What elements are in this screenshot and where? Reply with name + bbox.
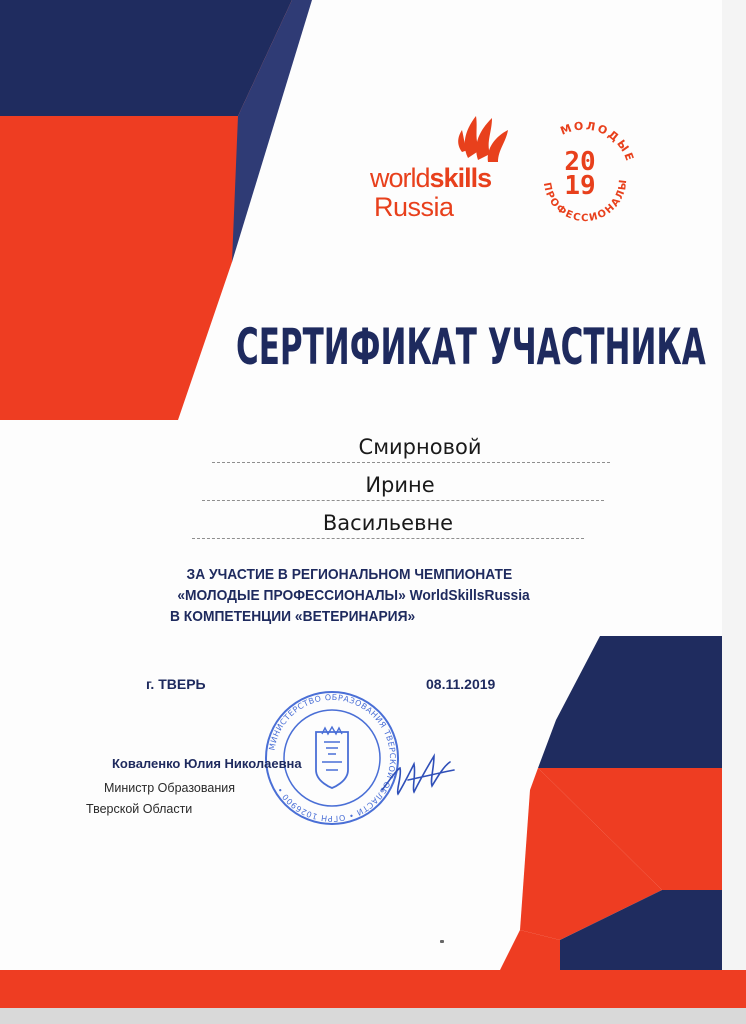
wordmark-light: world bbox=[370, 163, 430, 193]
right-margin-shade bbox=[722, 0, 746, 1024]
bottom-scan-margin bbox=[0, 1008, 746, 1024]
recipient-surname: Смирновой bbox=[358, 435, 482, 459]
worldskills-logo bbox=[370, 108, 520, 222]
worldskills-flame-icon bbox=[454, 108, 514, 164]
emblem-arc-top-text: МОЛОДЫЕ bbox=[558, 119, 637, 165]
emblem-year-bottom: 19 bbox=[564, 171, 596, 201]
emblem-arc-bottom-text: ПРОФЕССИОНАЛЫ bbox=[540, 177, 630, 225]
worldskills-wordmark bbox=[370, 163, 491, 194]
description-line-3: В КОМПЕТЕНЦИИ «ВЕТЕРИНАРИЯ» bbox=[170, 608, 416, 625]
handwritten-signature bbox=[378, 740, 458, 810]
description-line-2: «МОЛОДЫЕ ПРОФЕССИОНАЛЫ» WorldSkillsRussia bbox=[177, 587, 530, 604]
first-name-dotted-line bbox=[202, 500, 604, 501]
signatory-position-line-1: Министр Образования bbox=[104, 781, 235, 795]
patronymic-dotted-line bbox=[192, 538, 584, 539]
certificate-description bbox=[170, 564, 610, 627]
young-professionals-emblem bbox=[518, 108, 648, 238]
signatory-name: Коваленко Юлия Николаевна bbox=[112, 756, 302, 771]
recipient-first-name: Ирине bbox=[365, 473, 435, 497]
signatory-position-line-2: Тверской Области bbox=[86, 802, 193, 816]
wordmark-bold: skills bbox=[429, 163, 492, 193]
certificate-title: СЕРТИФИКАТ УЧАСТНИКА bbox=[236, 318, 706, 376]
certificate-date: 08.11.2019 bbox=[426, 676, 496, 692]
bottom-right-navy-shape bbox=[538, 636, 722, 768]
description-line-1: ЗА УЧАСТИЕ В РЕГИОНАЛЬНОМ ЧЕМПИОНАТЕ bbox=[186, 566, 513, 583]
scan-speck bbox=[440, 940, 444, 943]
surname-dotted-line bbox=[212, 462, 610, 463]
emblem-year-top: 20 bbox=[564, 147, 596, 177]
stamp-ring-text: МИНИСТЕРСТВО ОБРАЗОВАНИЯ ТВЕРСКОЙ ОБЛАСТИ • ОГРН 1026900 • bbox=[267, 692, 398, 824]
certificate-place: г. ТВЕРЬ bbox=[146, 676, 206, 692]
worldskills-country: Russia bbox=[374, 192, 454, 222]
recipient-patronymic: Васильевне bbox=[322, 511, 454, 535]
